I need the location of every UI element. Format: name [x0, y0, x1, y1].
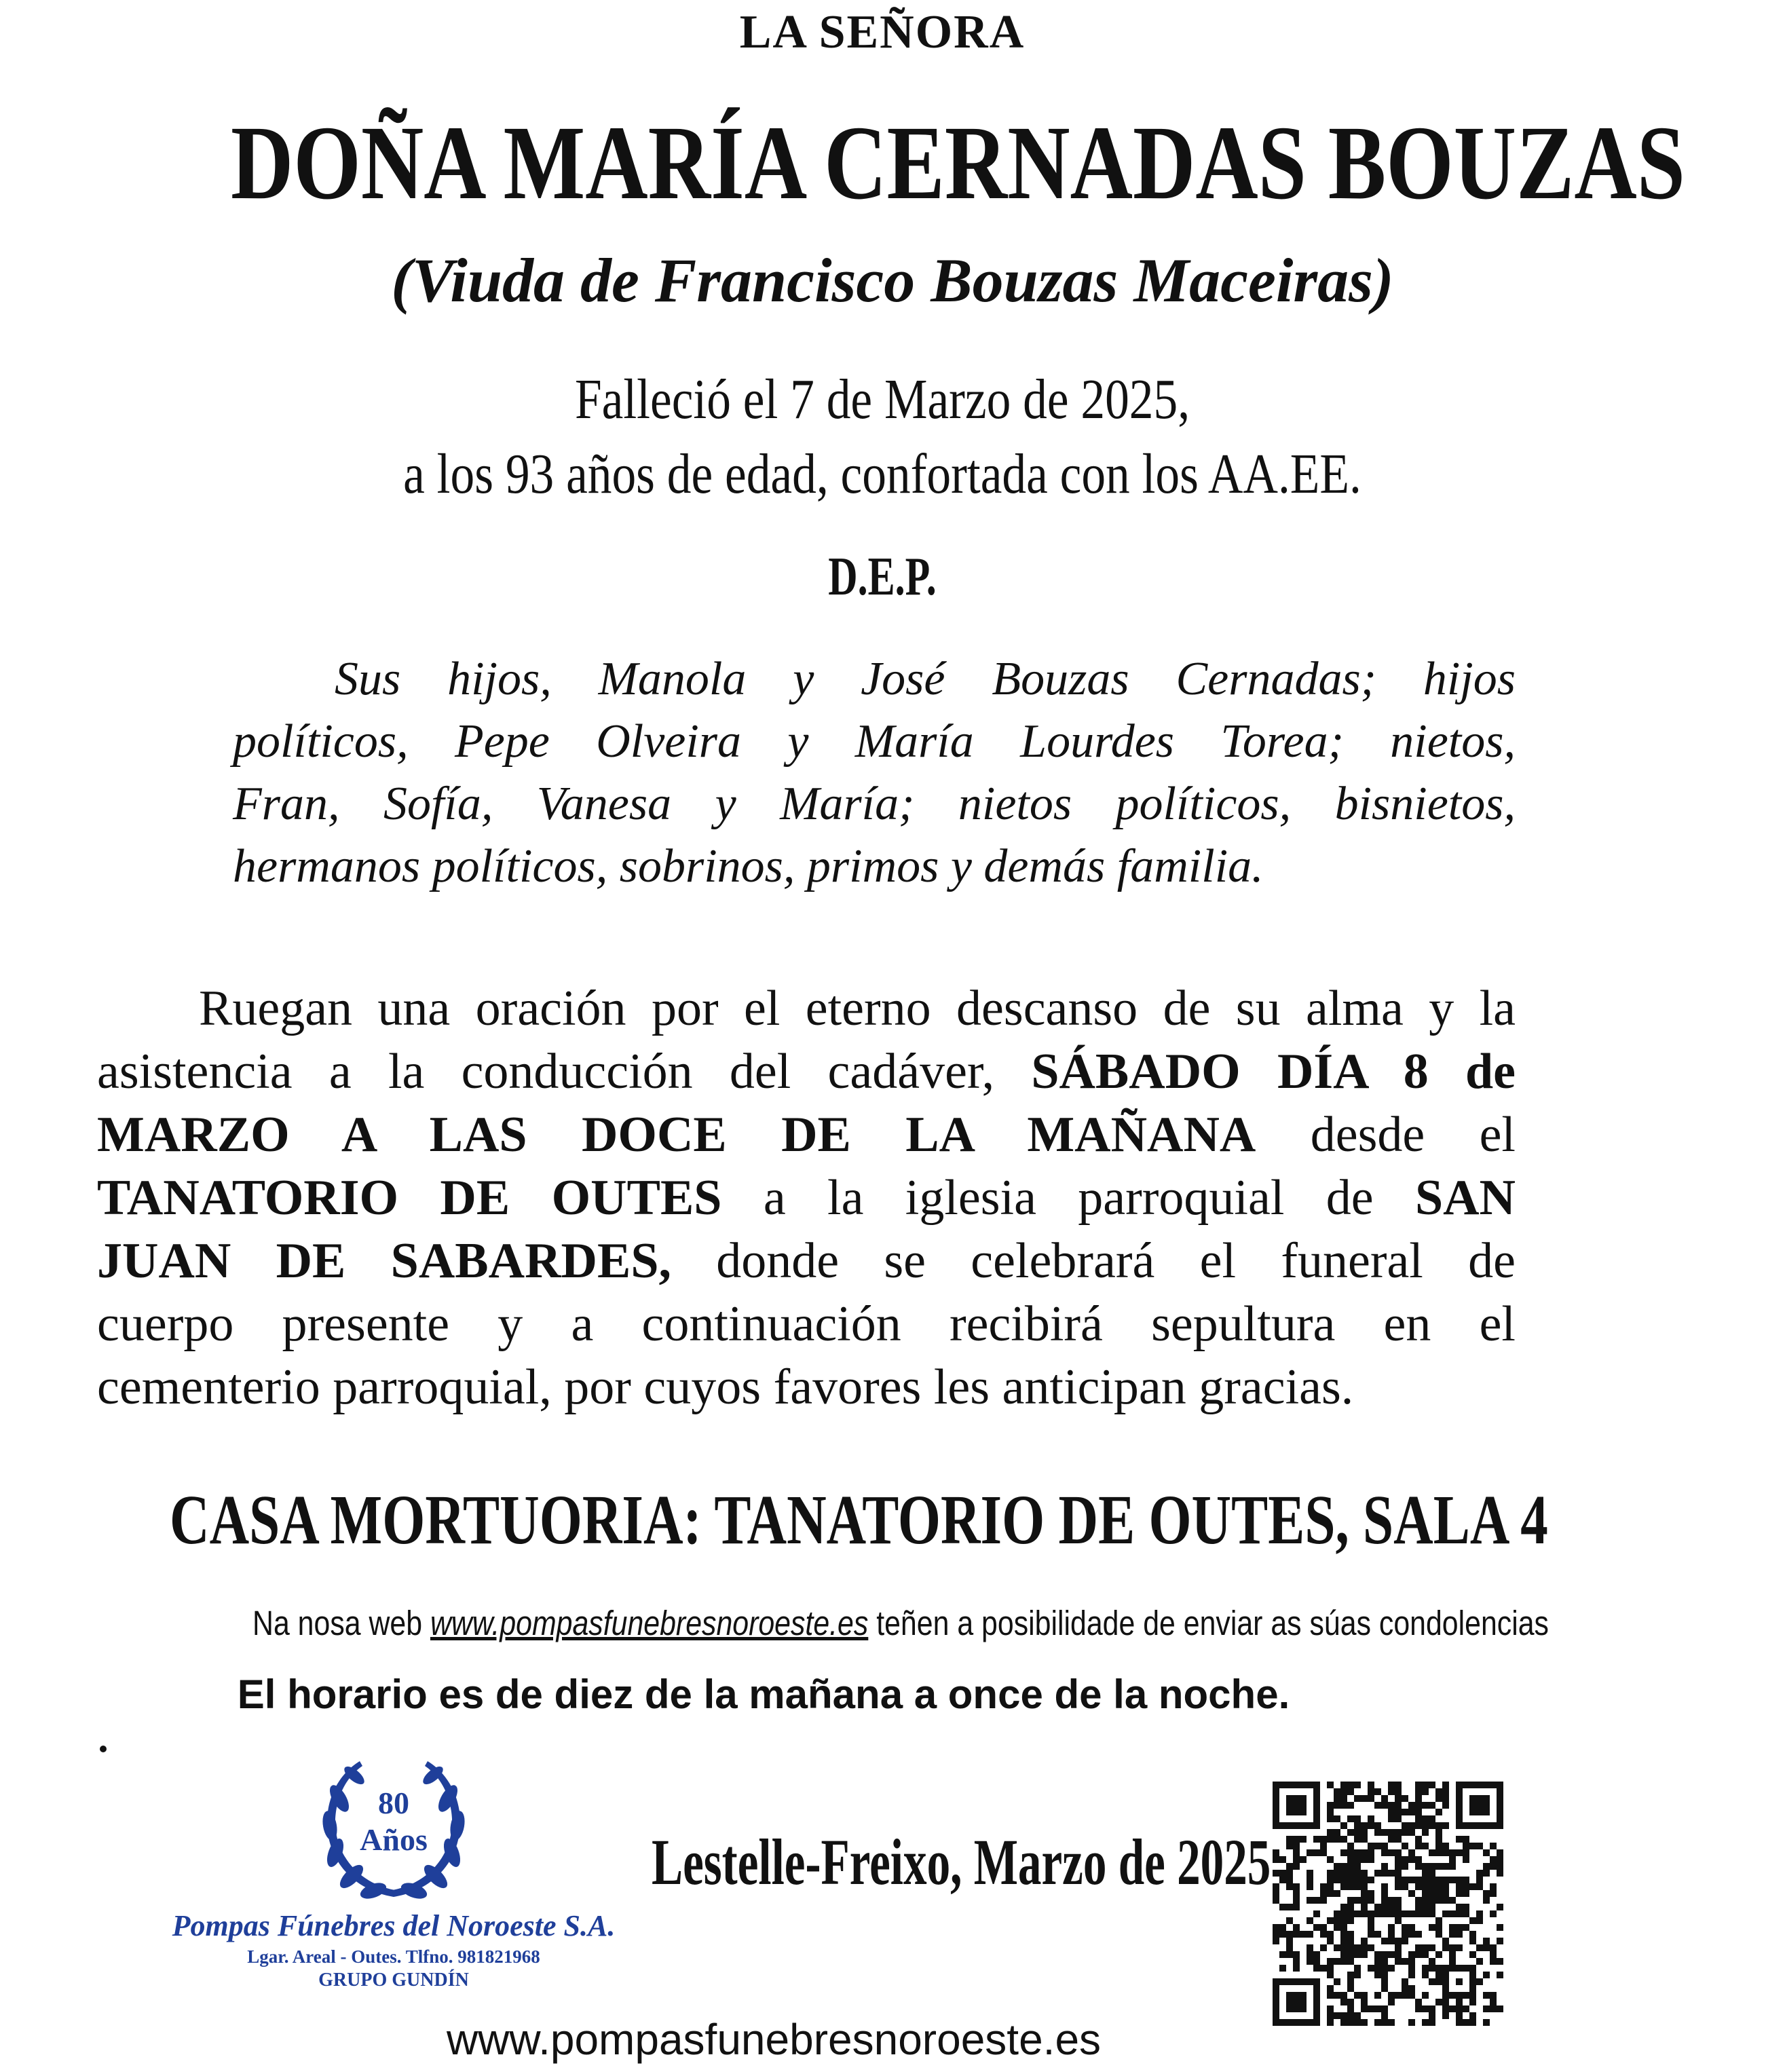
family-line: Sus hijos, Manola y José Bouzas Cernadas; hijos [335, 653, 1516, 705]
prayer-line [97, 1167, 1516, 1230]
years-word: Años [360, 1822, 428, 1857]
condolences-note [252, 1603, 1549, 1643]
funeral-time: MARZO A LAS DOCE DE LA MAÑANA [97, 1107, 1256, 1163]
footer-website: www.pompasfunebresnoroeste.es [446, 2015, 1102, 2064]
church-name-end: JUAN DE SABARDES, [97, 1233, 671, 1289]
family-line: Fran, Sofía, Vanesa y María; nietos políticos, bisnietos, [233, 778, 1516, 830]
prayer-text: desde el [1310, 1107, 1516, 1163]
company-group: GRUPO GUNDÍN [318, 1970, 469, 1991]
qr-code-icon[interactable] [1273, 1782, 1503, 2026]
company-logo [163, 1751, 624, 1995]
condolences-text-before: Na nosa web [252, 1604, 423, 1642]
honorific-title: LA SEÑORA [739, 6, 1026, 58]
condolences-link[interactable]: www.pompasfunebresnoroeste.es [430, 1604, 869, 1642]
prayer-line [97, 1230, 1516, 1293]
family-line: hermanos políticos, sobrinos, primos y demás familia. [233, 840, 1264, 892]
prayer-text: donde se celebrará el funeral de [716, 1233, 1516, 1289]
prayer-line: cementerio parroquial, por cuyos favores les anticipan gracias. [97, 1359, 1354, 1415]
deceased-name: DOÑA MARÍA CERNADAS BOUZAS [231, 104, 1685, 221]
opening-hours: El horario es de diez de la mañana a once de la noche. [237, 1672, 1290, 1717]
prayer-paragraph [97, 977, 1516, 1419]
widow-of: (Viuda de Francisco Bouzas Maceiras) [391, 246, 1394, 315]
family-paragraph [233, 648, 1516, 898]
church-name-start: SAN [1414, 1170, 1516, 1226]
years-number: 80 [378, 1786, 409, 1820]
condolences-text-after: teñen a posibilidade de enviar as súas condolencias [876, 1604, 1549, 1642]
mortuary-location: CASA MORTUORIA: TANATORIO DE OUTES, SALA 4 [170, 1481, 1548, 1559]
death-date-line: Falleció el 7 de Marzo de 2025, [574, 368, 1190, 431]
funeral-date: SÁBADO DÍA 8 de [1031, 1044, 1516, 1099]
stray-dot [100, 1746, 107, 1752]
company-name: Pompas Fúnebres del Noroeste S.A. [172, 1909, 616, 1942]
death-age-line: a los 93 años de edad, confortada con los AA.EE. [403, 442, 1361, 506]
prayer-line [97, 1040, 1516, 1104]
prayer-line: Ruegan una oración por el eterno descanso de su alma y la [199, 981, 1516, 1036]
prayer-line [97, 1104, 1516, 1167]
family-line: políticos, Pepe Olveira y María Lourdes Torea; nietos, [233, 715, 1516, 768]
prayer-line: cuerpo presente y a continuación recibirá sepultura en el [97, 1296, 1516, 1352]
company-address: Lgar. Areal - Outes. Tlfno. 981821968 [247, 1946, 540, 1967]
funeral-origin: TANATORIO DE OUTES [97, 1170, 722, 1226]
prayer-text: asistencia a la conducción del cadáver, [97, 1044, 995, 1099]
place-and-date: Lestelle-Freixo, Marzo de 2025 [652, 1826, 1271, 1898]
rip-text: D.E.P. [828, 547, 937, 607]
prayer-text: a la iglesia parroquial de [763, 1170, 1374, 1226]
